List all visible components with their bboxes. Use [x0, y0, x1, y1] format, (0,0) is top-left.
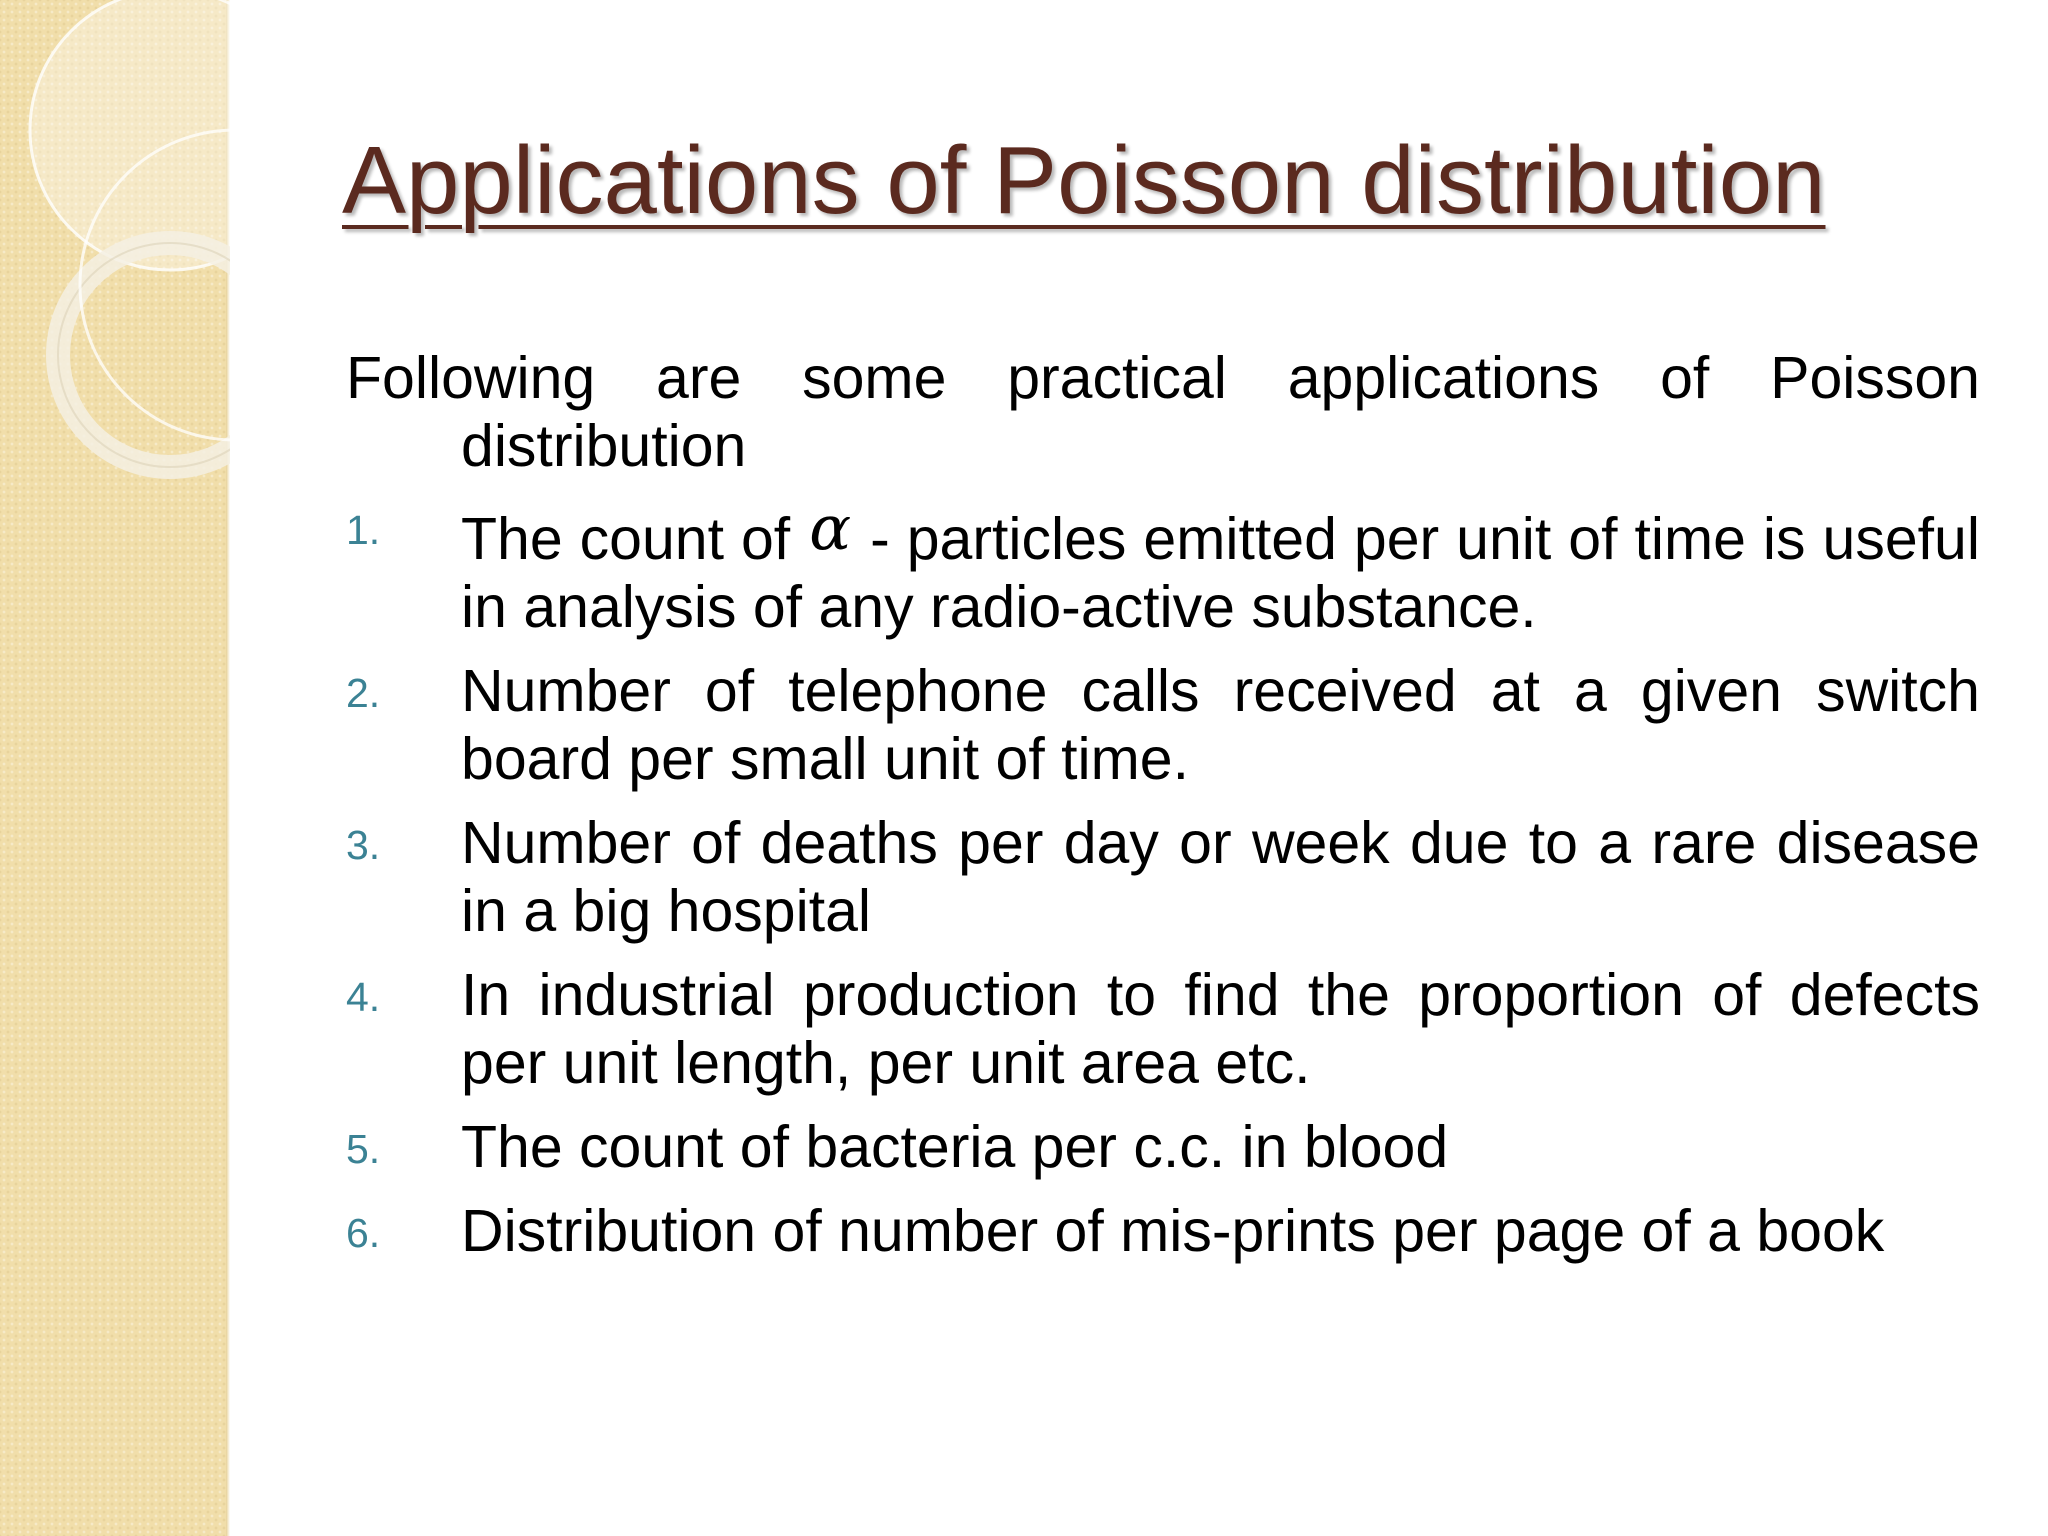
item-number: 2.: [346, 670, 381, 716]
item-text-after-symbol: - particles emitted per unit of time is useful in analysis of any radio-active substance.: [461, 506, 1980, 640]
item-number: 5.: [346, 1126, 381, 1172]
intro-paragraph: Following are some practical applications of Poisson distribution: [346, 345, 1980, 479]
item-text: Number of telephone calls received at a given switch board per small unit of time.: [461, 658, 1980, 792]
item-number: 3.: [346, 822, 381, 868]
item-number: 1.: [346, 507, 381, 553]
list-item: [346, 1197, 1980, 1265]
item-text: In industrial production to find the proportion of defects per unit length, per unit area etc.: [461, 962, 1980, 1096]
item-text: Distribution of number of mis-prints per page of a book: [461, 1198, 1885, 1264]
list-item: [346, 1113, 1980, 1181]
item-text: Number of deaths per day or week due to a rare disease in a big hospital: [461, 810, 1980, 944]
list-item: [346, 491, 1980, 641]
applications-list: [346, 491, 1980, 1265]
list-item: [346, 809, 1980, 945]
item-text: The count of bacteria per c.c. in blood: [461, 1114, 1449, 1180]
slide-content: [346, 344, 1980, 1281]
item-text-before-symbol: The count of: [461, 506, 791, 572]
list-item: [346, 961, 1980, 1097]
slide-title: Applications of Poisson distribution: [342, 127, 1826, 234]
alpha-symbol: α: [809, 491, 852, 564]
item-number: 6.: [346, 1210, 381, 1256]
item-number: 4.: [346, 974, 381, 1020]
list-item: [346, 657, 1980, 793]
decorative-rings: [0, 0, 230, 520]
thick-ring: [58, 243, 230, 467]
